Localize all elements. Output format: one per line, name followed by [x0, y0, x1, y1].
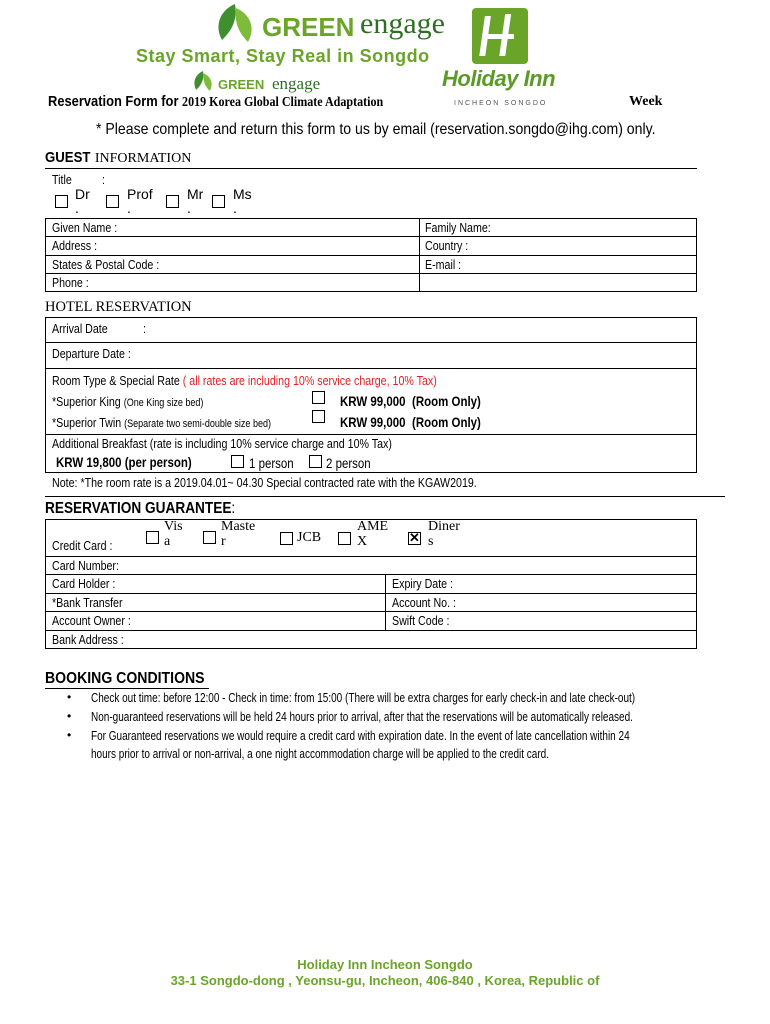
green-engage-logo [210, 2, 460, 46]
breakfast-price: KRW 19,800 (per person) [56, 454, 192, 470]
title-prof-checkbox[interactable] [106, 195, 119, 208]
amex-label: AME X [357, 519, 389, 549]
leaf-icon [210, 2, 260, 44]
bullet-1: • [67, 690, 72, 704]
guarantee-colon: : [231, 500, 236, 517]
two-person-label: 2 person [326, 455, 371, 471]
form-title-b: 2019 Korea Global Climate Adaptation [182, 95, 384, 110]
condition-3-cont: hours prior to arrival or non-arrival, a one night accommodation charge will be applied to the credit card. [91, 747, 550, 761]
credit-card-label: Credit Card : [52, 538, 113, 553]
email-field[interactable]: E-mail : [425, 257, 462, 272]
twin-only: (Room Only) [411, 414, 481, 430]
bank-address-field[interactable]: Bank Address : [52, 632, 124, 647]
title-ms-checkbox[interactable] [212, 195, 225, 208]
king-detail: (One King size bed) [123, 397, 204, 409]
brand-bold: GREEN [262, 12, 355, 42]
expiry-date-field[interactable]: Expiry Date : [392, 576, 454, 591]
visa-checkbox[interactable] [146, 531, 159, 544]
departure-date-field[interactable]: Departure Date : [52, 346, 131, 361]
holiday-inn-logo [440, 8, 570, 113]
holiday-inn-sub: INCHEON SONGDO [454, 100, 548, 107]
guest-heading-b: INFORMATION [94, 151, 192, 166]
title-mr-checkbox[interactable] [166, 195, 179, 208]
title-colon: : [102, 172, 105, 187]
bullet-3: • [67, 728, 72, 742]
guest-heading [45, 149, 191, 167]
room-type-label: Room Type & Special Rate [52, 373, 180, 388]
title-prof-dot: . [127, 200, 131, 216]
small-brand-light: engage [272, 74, 321, 93]
twin-price-line [340, 414, 481, 430]
holiday-inn-name: Holiday Inn [442, 66, 556, 91]
guarantee-heading: RESERVATION GUARANTEE [45, 500, 232, 517]
guest-heading-a: GUEST [45, 149, 91, 166]
title-ms-dot: . [233, 200, 237, 216]
brand-light: engage [360, 7, 445, 40]
master-checkbox[interactable] [203, 531, 216, 544]
guarantee-heading-line [45, 500, 235, 518]
room-type-line [52, 373, 437, 388]
family-name-field[interactable]: Family Name: [425, 220, 491, 235]
jcb-label: JCB [297, 530, 322, 545]
diners-checkbox[interactable] [408, 532, 421, 545]
account-no-field[interactable]: Account No. : [392, 595, 456, 610]
instruction: * Please complete and return this form to us by email (reservation.songdo@ihg.com) only. [96, 121, 656, 138]
small-brand-bold: GREEN [218, 77, 265, 92]
country-field[interactable]: Country : [425, 238, 469, 253]
title-mr-label: Mr [187, 186, 204, 202]
room-type-note: ( all rates are including 10% service charge, 10% Tax) [182, 373, 437, 388]
condition-2: Non-guaranteed reservations will be held 24 hours prior to arrival, after that the reservations will be automatically released. [91, 710, 633, 724]
twin-detail: (Separate two semi-double size bed) [124, 418, 272, 430]
tagline: Stay Smart, Stay Real in Songdo [136, 46, 430, 66]
states-field[interactable]: States & Postal Code : [52, 257, 160, 272]
form-title [48, 93, 383, 111]
diners-label: Diner s [428, 519, 460, 549]
given-name-field[interactable]: Given Name : [52, 220, 118, 235]
arrival-colon: : [143, 321, 146, 336]
form-title-week: Week [629, 94, 663, 109]
phone-field[interactable]: Phone : [52, 275, 89, 290]
card-number-field[interactable]: Card Number: [52, 558, 119, 573]
visa-label: Vis a [164, 519, 183, 549]
title-dr-dot: . [75, 200, 79, 216]
condition-3: For Guaranteed reservations we would require a credit card with expiration date. In the event of late cancellation within 24 [91, 729, 630, 743]
twin-price: KRW 99,000 [340, 414, 406, 430]
rate-note: Note: *The room rate is a 2019.04.01~ 04.30 Special contracted rate with the KGAW2019. [52, 475, 477, 490]
breakfast-label: Additional Breakfast (rate is including 10% service charge and 10% Tax) [52, 436, 392, 451]
bank-transfer-label: *Bank Transfer [52, 595, 123, 610]
address-field[interactable]: Address : [52, 238, 98, 253]
king-only: (Room Only) [411, 393, 481, 409]
hotel-heading: HOTEL RESERVATION [45, 299, 192, 315]
title-label: Title [52, 172, 72, 187]
twin-label: *Superior Twin [52, 415, 122, 430]
title-prof-label: Prof [127, 186, 153, 202]
footer-address: 33-1 Songdo-dong , Yeonsu-gu, Incheon, 406-840 , Korea, Republic of [170, 973, 600, 988]
king-checkbox[interactable] [312, 391, 325, 404]
king-line [52, 394, 203, 409]
title-dr-label: Dr [75, 186, 90, 202]
jcb-checkbox[interactable] [280, 532, 293, 545]
one-person-checkbox[interactable] [231, 455, 244, 468]
bullet-2: • [67, 709, 72, 723]
condition-1: Check out time: before 12:00 - Check in time: from 15:00 (There will be extra charges for early check-in and late check-out) [91, 691, 636, 705]
form-title-a: Reservation Form for [48, 93, 179, 110]
account-owner-field[interactable]: Account Owner : [52, 613, 131, 628]
small-leaf-icon [190, 68, 216, 94]
one-person-label: 1 person [249, 455, 294, 471]
master-label: Maste r [221, 519, 256, 549]
twin-line [52, 415, 271, 430]
title-dr-checkbox[interactable] [55, 195, 68, 208]
amex-checkbox[interactable] [338, 532, 351, 545]
title-ms-label: Ms [233, 186, 252, 202]
footer-hotel-name: Holiday Inn Incheon Songdo [297, 957, 473, 972]
small-green-engage-logo [190, 68, 340, 94]
booking-heading: BOOKING CONDITIONS [45, 670, 205, 687]
king-label: *Superior King [52, 394, 121, 409]
king-price-line [340, 393, 481, 409]
two-person-checkbox[interactable] [309, 455, 322, 468]
card-holder-field[interactable]: Card Holder : [52, 576, 116, 591]
swift-code-field[interactable]: Swift Code : [392, 613, 450, 628]
twin-checkbox[interactable] [312, 410, 325, 423]
arrival-date-field[interactable]: Arrival Date [52, 321, 108, 336]
h-mark-icon [472, 8, 528, 64]
title-mr-dot: . [187, 200, 191, 216]
king-price: KRW 99,000 [340, 393, 406, 409]
